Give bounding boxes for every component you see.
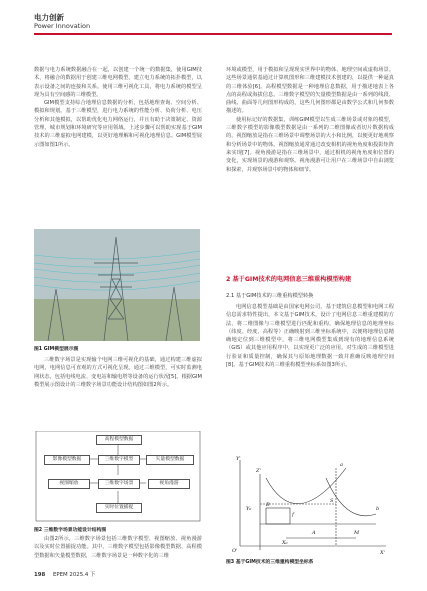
label-y0: Y₀: [246, 506, 252, 512]
figure-3-caption: 图3 基于GIM技术的三维重构模型坐标系: [226, 560, 314, 565]
left-column-bottom: [34, 535, 202, 569]
right-column-upper: [226, 66, 394, 264]
left-column: [34, 66, 202, 226]
column-title-en: Power Innovation: [34, 22, 91, 30]
section-2-heading: 2 基于GIM技术的电网信息三维重构模型构建: [226, 276, 352, 283]
header-rule: [34, 33, 392, 35]
box-3d-scene: 三维数字场景: [98, 479, 140, 489]
scene-function-diagram: [34, 431, 202, 523]
gim-model-image: [34, 229, 200, 341]
left-paragraph-3: 三维数字场景是实现输个电网三维可视化的基础，通过构建三维虚拟电网，电网信息可直观的方式可视化呈现。通过三维模型，可实时监测电网状态，包括电线电流、变电站和输电塔等设备的运行状况[5]。根据GIM模型展示图设计的三维数字场景功能设计结构图如图2所示。: [34, 357, 202, 388]
label-a: a: [340, 462, 343, 468]
left-paragraph-2: GIM模型支持综合地理信息数据的分析，包括地理查询、空间分析、模拟和规划。基于三维模型，进行电力系统的性能分析、负荷分析、电压分析和其他模拟，以帮助优化电力网络运行，并且有助于决策制定、资源管理、城市规划和环境研究等应用领域。上述步骤可以帮助实现基于GIM技术的三维虚拟电网建模，以更好地理解和可视化地理信息。GIM模型展示图如图1所示。: [34, 100, 202, 148]
label-x-axis: X': [380, 550, 385, 554]
label-big-b: B: [266, 502, 270, 508]
label-s: S: [330, 498, 334, 504]
coordinate-diagram: [226, 454, 394, 554]
box-3d-model: 三维数字模型: [98, 455, 140, 465]
box-view-roam: 视角漫游: [148, 479, 190, 489]
label-x0: X₀: [282, 540, 288, 546]
label-b: b: [376, 506, 380, 512]
label-y-axis: Y': [236, 456, 241, 462]
label-f: f: [292, 512, 294, 518]
right-paragraph-1: 环境或模型，用于模拟和呈现现实世界中的物体、地理空间或虚构场景。这些场景通常基通过计算机图形和三维建模技术创建的，以提供一种逼真的三维体验[6]。高程模型数据是一种地理信息数据，用于描述地表上各点的高程或海拔信息。三维数字模型的矢量模型数据是由一系列的线段、曲线、曲面等几何图形构成的，这些几何图形都是由数学公式和几何参数描述的。: [226, 67, 394, 115]
box-realtime-capture: 实时位置捕捉: [96, 503, 142, 513]
left-paragraph-1: 数据与电力系统数据融合在一起，以创建一个统一的数据集，使用GIM技术，将融合的数据用于创建三维电网模型。建立电力系统的拓扑模型，以表示设备之间的连接和关系。使用三维可视化工具，将电力系统的模型呈现为具有空间感的三维模型。: [34, 67, 202, 98]
figure-1-caption: 图1 GIM模型展示图: [34, 347, 79, 352]
left-paragraph-4: 由图2所示，三维数字场景包括三维数字模型、视图缩放、视角漫游以及实时位置捕捉功能。其中，三维数字模型包括影像模型数据、高程模型数据和矢量模型数据，三维数字场景是一种数字化的三维: [34, 536, 202, 559]
box-view-zoom: 视图缩放: [48, 479, 90, 489]
tower-illustration: [34, 229, 200, 341]
box-vector-data: 矢量模型数据: [146, 455, 194, 465]
label-origin: O': [232, 548, 238, 554]
label-big-a: A: [312, 530, 316, 536]
figure-2-caption: 图2 三维数字场景功能设计结构图: [34, 528, 107, 533]
box-elevation-data: 高程模型数据: [96, 435, 142, 445]
page-footer: [34, 570, 95, 578]
label-z-axis: Z': [256, 468, 261, 474]
label-m: M: [354, 530, 360, 536]
page-number: 198: [34, 572, 46, 578]
section-2-1-heading: 2.1 基于GIM技术的三维重构模型转换: [226, 293, 314, 299]
right-column-lower: [226, 303, 394, 451]
column-title-cn: 电力创新: [34, 13, 64, 22]
right-paragraph-2: 使用标记好的数据集，训练GIM模型以生成三维场景或对象的模型，三维数字模型的影像模型数据是由一系列的二维图像或者切片数据构成的，视图缩放是指在三维场景中调整场景的大小和比例，以便更好地观察和分析场景中的物体。视图缩放通常通过改变相机的视角角度和投影矩阵来实现[7]。视角漫游是指在三维场景中，通过相机的视角角度和位置的变化，实现场景的漫游和观察。视角漫游可让用户在三维场景中自由浏览和探索，并观察场景中的物体和细节。: [226, 116, 394, 173]
left-column-lower: [34, 356, 202, 426]
journal-issue: EPEM 2025.4 下: [52, 572, 96, 578]
coordinate-system-figure: [226, 454, 394, 554]
right-paragraph-3: 电网信息模型基础是由国家电网公司，基于建筑信息模型和电网工程信息需求特性提出，本文基于GIM技术，设计了电网信息三维重建模的方法，将二维图像与三维模型进行匹配和重构，确保地理信息的地理坐标（纬度、经度、高程等）正确映射到三维坐标系统中，以便将地理信息精确地定位到三维模型中，将三维电网模型集成到现有的地理信息系统（GIS）或其他应用程序中，以实现更广泛的应用。对生成的三维模型进行验证和质量控制，确保其与原始地理数据一致并准确反映地理空间[8]。基于GIM技术的三维重构模型坐标系如图3所示。: [226, 304, 394, 369]
box-image-data: 影像模型数据: [44, 455, 90, 465]
page-header: [34, 12, 394, 42]
